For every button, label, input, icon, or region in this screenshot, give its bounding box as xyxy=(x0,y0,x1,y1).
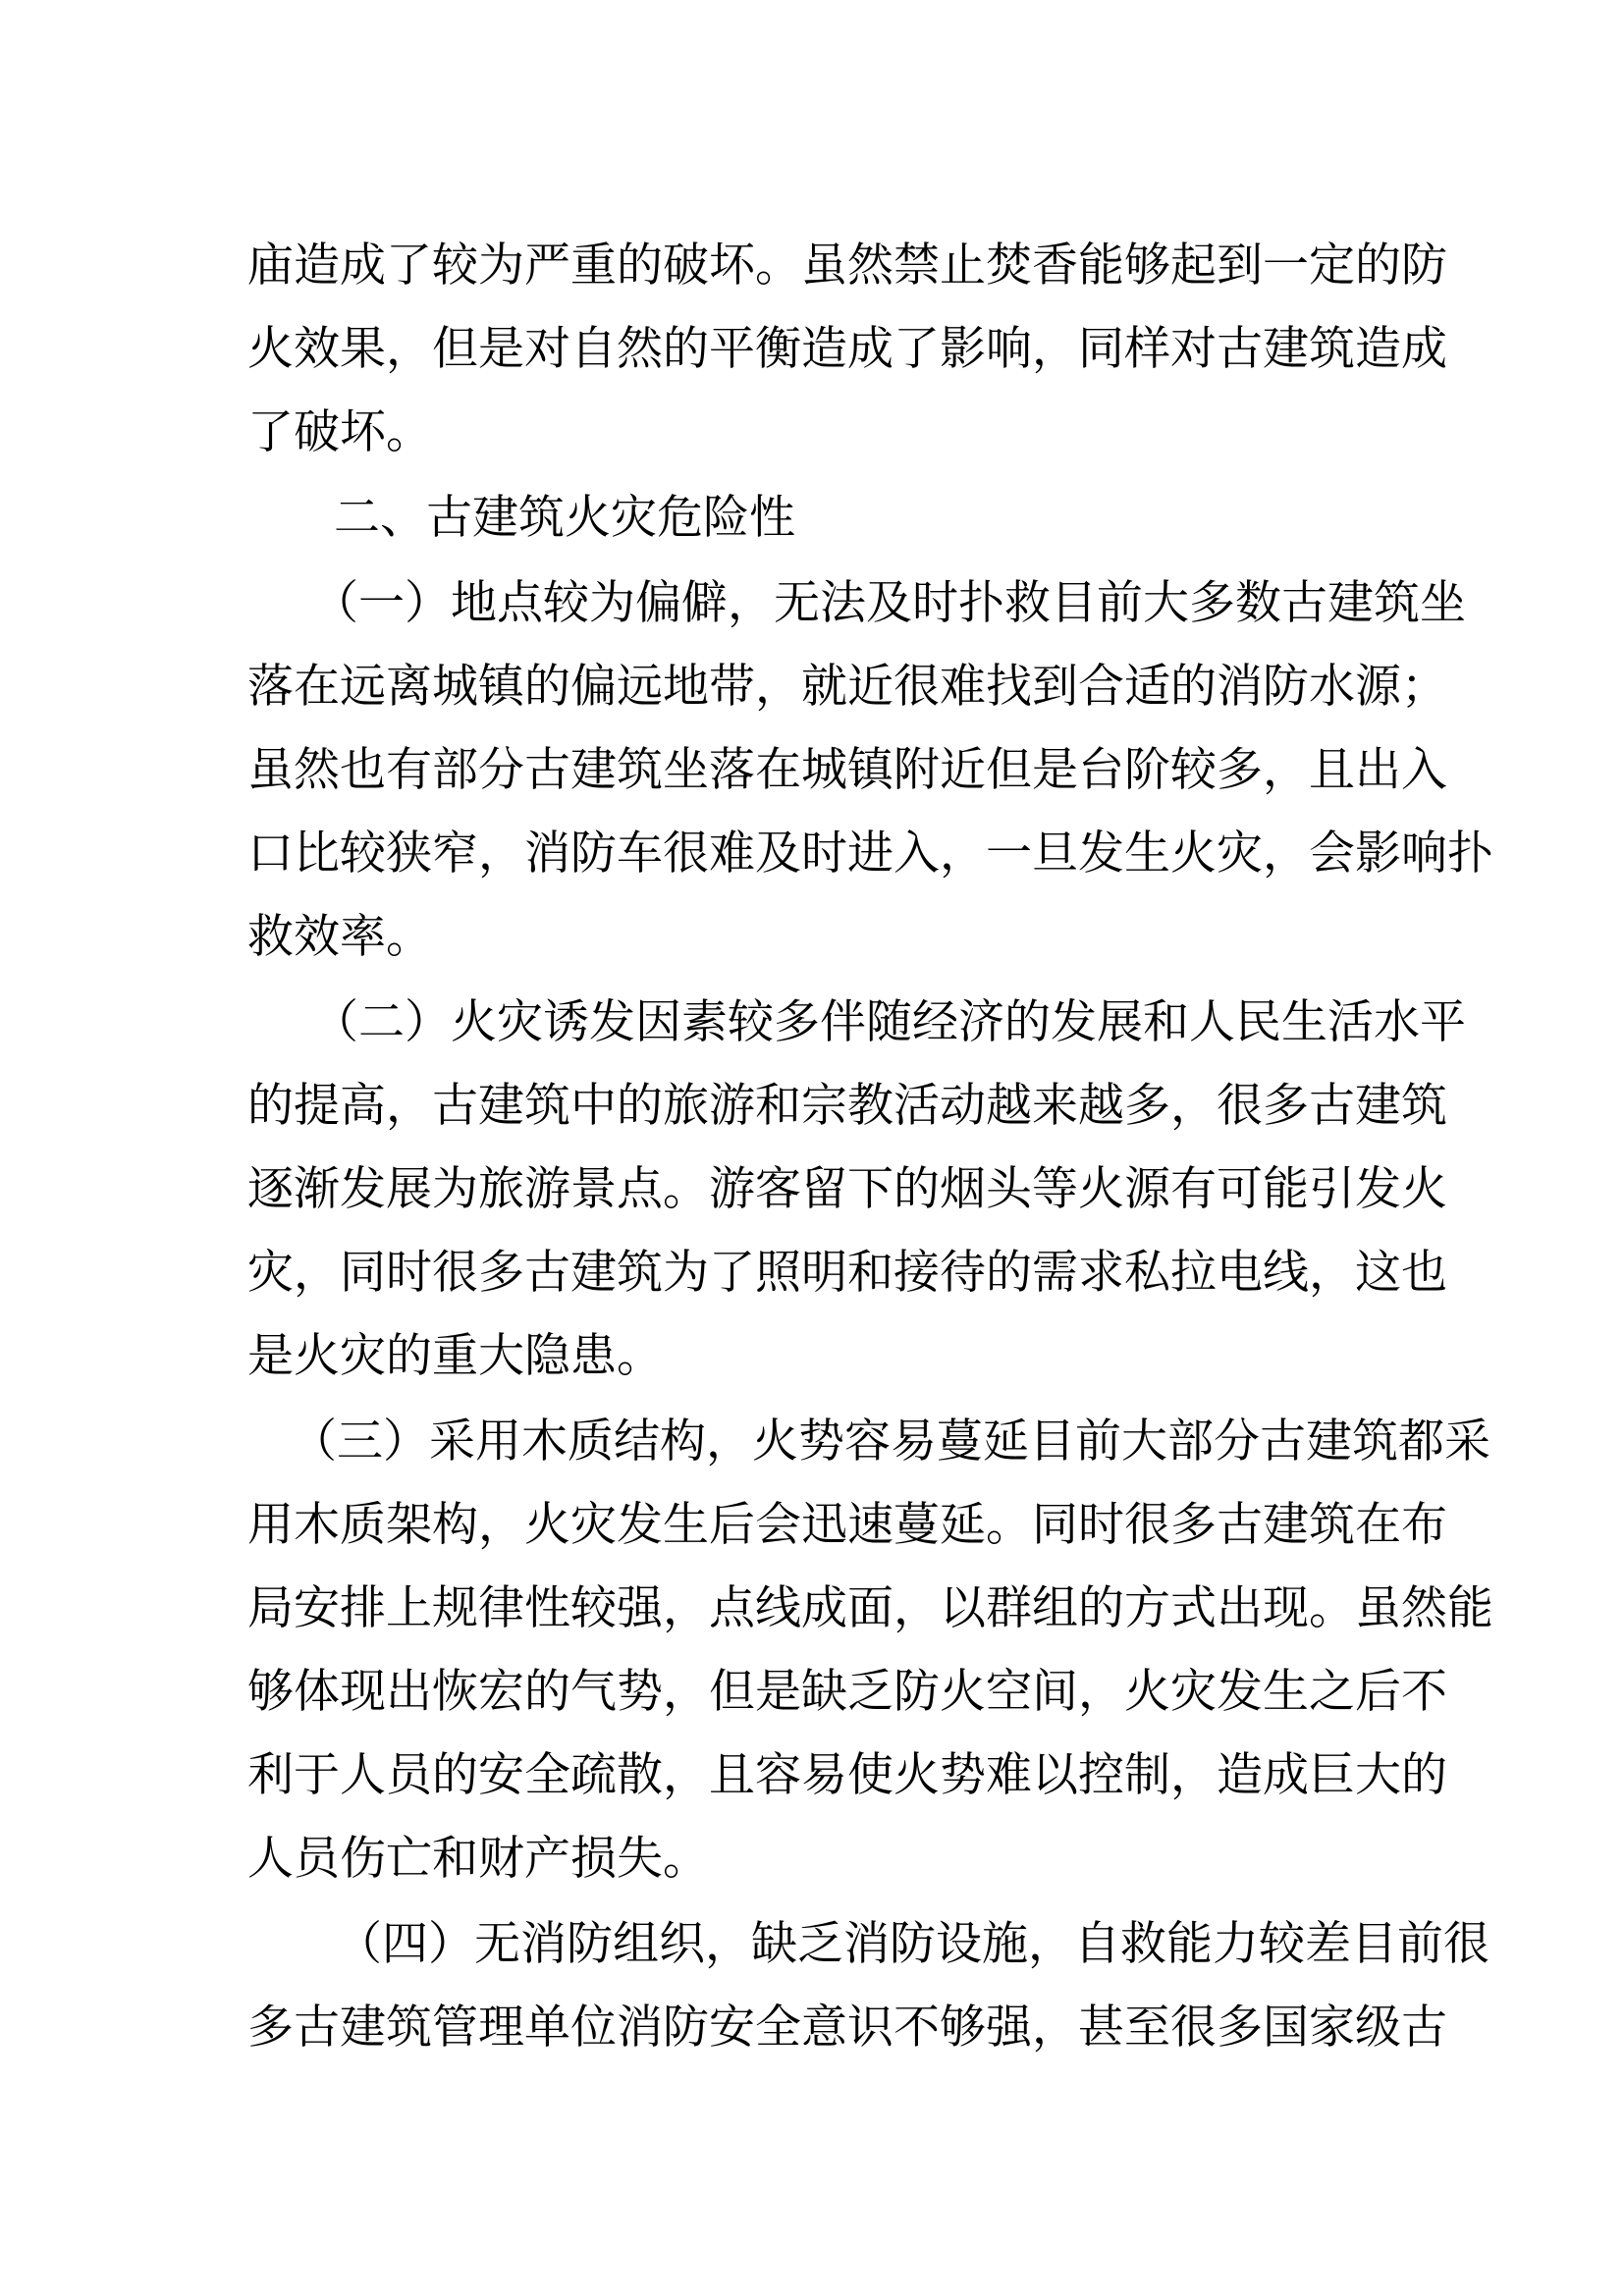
paragraph-line: 够 体 现 出 恢 宏 的 气 势 ， 但 是 缺 乏 防 火 空 间 ， 火 灾 发 生 之 后 不 xyxy=(247,1665,1447,1719)
paragraph-line: 逐 渐 发 展 为 旅 游 景 点 。 游 客 留 下 的 烟 头 等 火 源 有 可 能 引 发 火 xyxy=(247,1162,1447,1216)
paragraph-line: 利 于 人 员 的 安 全 疏 散 ， 且 容 易 使 火 势 难 以 控 制 ， 造 成 巨 大 的 xyxy=(247,1748,1447,1802)
paragraph-line: 人员伤亡和财产损失。 xyxy=(247,1832,709,1886)
subsection-line: （二）火灾诱发因素较多伴随经济的发展和人民生活水平 xyxy=(312,995,1466,1049)
paragraph-line: 多 古 建 筑 管 理 单 位 消 防 安 全 意 识 不 够 强 ， 甚 至 很 多 国 家 级 古 xyxy=(247,2001,1447,2055)
paragraph-line: 的 提 高 ， 古 建 筑 中 的 旅 游 和 宗 教 活 动 越 来 越 多 ， 很 多 古 建 筑 xyxy=(247,1079,1447,1133)
paragraph-line: 用 木 质 架 构 ， 火 灾 发 生 后 会 迅 速 蔓 延 。 同 时 很 多 古 建 筑 在 布 xyxy=(247,1498,1447,1552)
paragraph-line: 落 在 远 离 城 镇 的 偏 远 地 带 ， 就 近 很 难 找 到 合 适 的 消 防 水 源 ； xyxy=(247,660,1447,714)
paragraph-line: 庙 造 成 了 较 为 严 重 的 破 坏 。 虽 然 禁 止 焚 香 能 够 起 到 一 定 的 防 xyxy=(247,239,1447,293)
paragraph-line: 局 安 排 上 规 律 性 较 强 ， 点 线 成 面 ， 以 群 组 的 方 式 出 现 。 虽 然 能 xyxy=(247,1581,1493,1635)
subsection-line: （三）采用木质结构，火势容易蔓延目前大部分古建筑都采 xyxy=(291,1415,1490,1468)
paragraph-line: 火 效 果 ， 但 是 对 自 然 的 平 衡 造 成 了 影 响 ， 同 样 对 古 建 筑 造 成 xyxy=(247,322,1447,376)
subsection-line: （一）地点较为偏僻，无法及时扑救目前大多数古建筑坐 xyxy=(312,576,1466,630)
paragraph-line: 了破坏。 xyxy=(247,405,432,459)
paragraph-line: 是火灾的重大隐患。 xyxy=(247,1329,663,1383)
paragraph-line: 虽 然 也 有 部 分 古 建 筑 坐 落 在 城 镇 附 近 但 是 台 阶 较 多 ， 且 出 入 xyxy=(247,743,1447,797)
subsection-line: （四）无消防组织，缺乏消防设施，自救能力较差目前很 xyxy=(336,1917,1489,1971)
paragraph-line: 救效率。 xyxy=(247,910,432,964)
paragraph-line: 灾 ， 同 时 很 多 古 建 筑 为 了 照 明 和 接 待 的 需 求 私 拉 电 线 ， 这 也 xyxy=(247,1246,1447,1300)
paragraph-line: 口 比 较 狭 窄 ， 消 防 车 很 难 及 时 进 入 ， 一 旦 发 生 火 灾 ， 会 影 响 扑 xyxy=(247,827,1493,881)
section-heading: 二、古建筑火灾危险性 xyxy=(334,491,795,545)
